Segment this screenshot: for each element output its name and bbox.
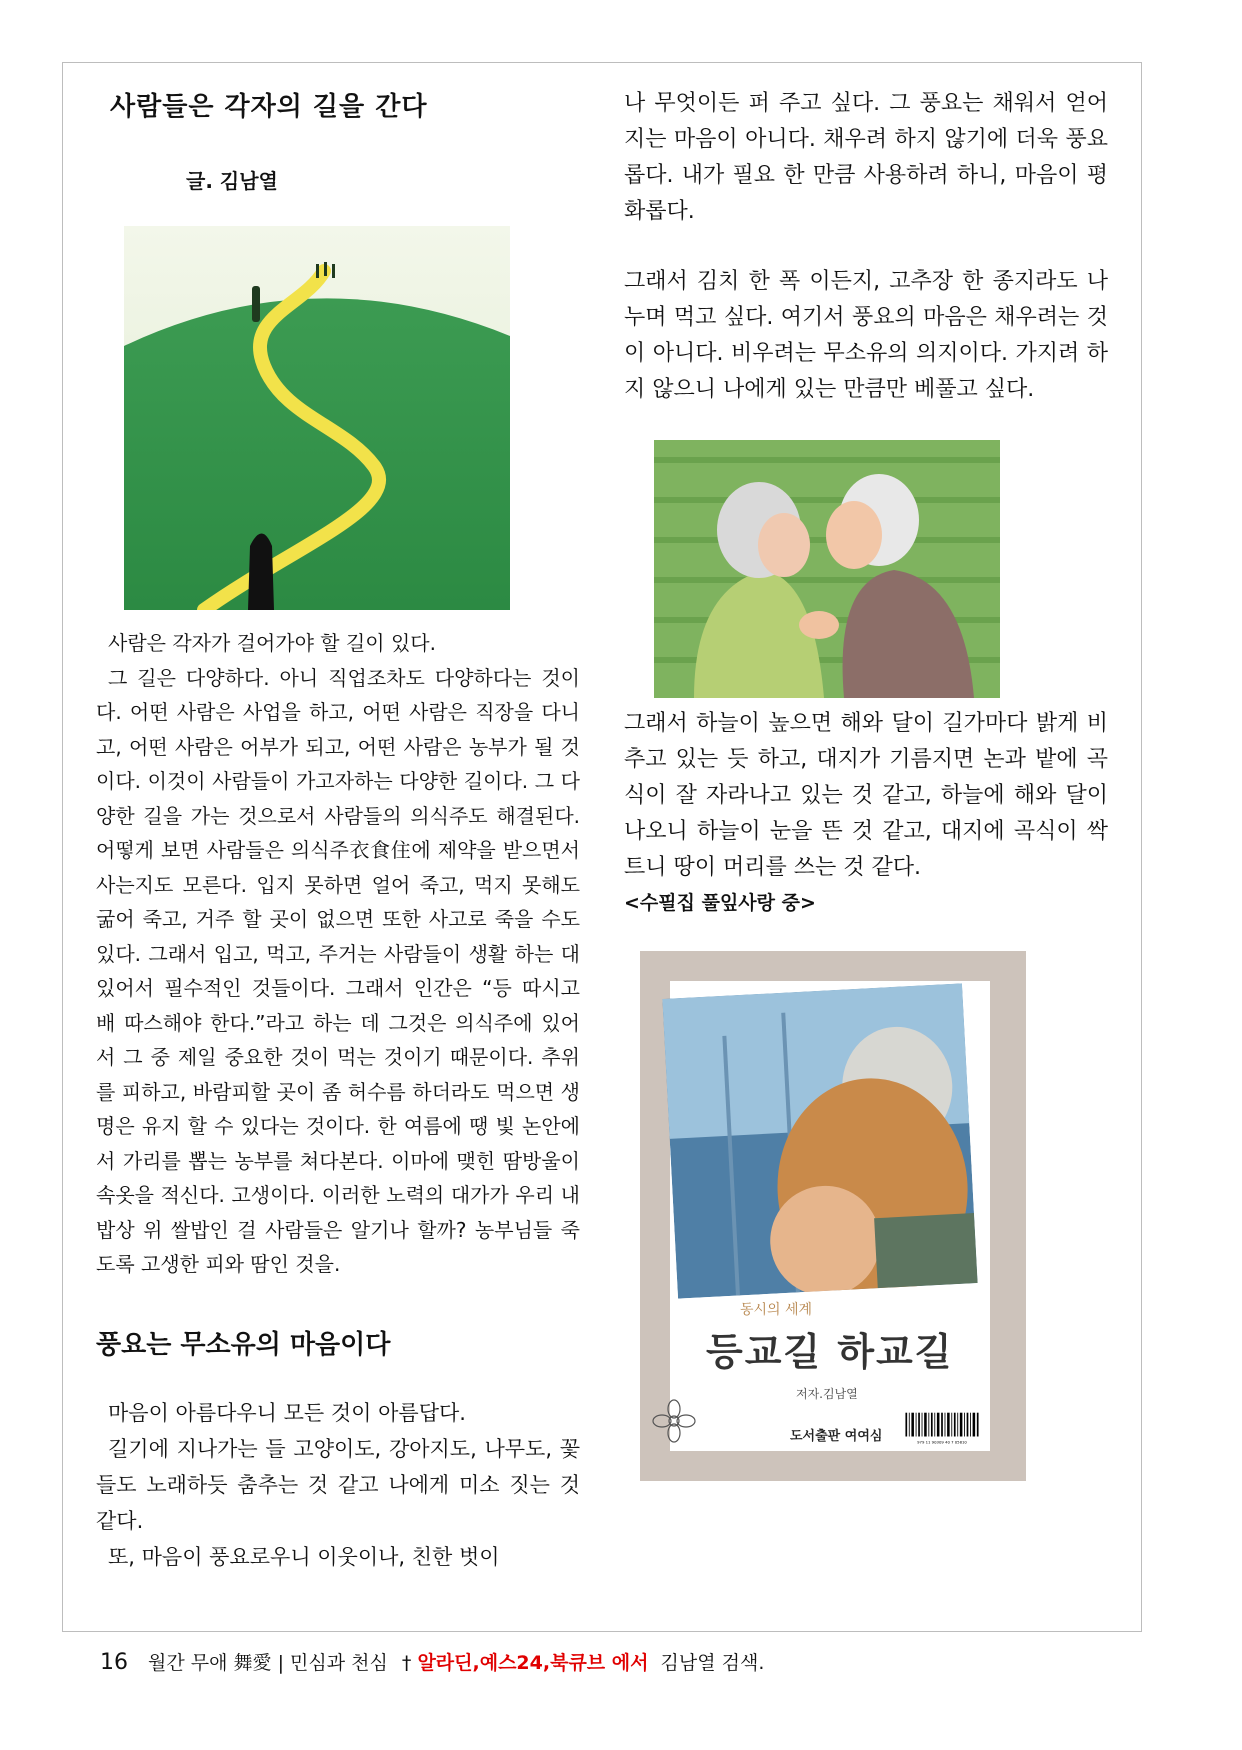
article-title: 사람들은 각자의 길을 간다 [110,92,428,122]
dagger-mark: † [401,1652,412,1674]
left-paragraph: 사람은 각자가 걸어가야 할 길이 있다. [108,631,436,655]
book-cover [640,951,1026,1481]
magazine-name: 월간 무애 舞愛 | 민심과 천심 [148,1652,388,1674]
section-paragraph: 길기에 지나가는 들 고양이도, 강아지도, 나무도, 꽃들도 노래하듯 춤추는 것 같고 나에게 미소 짓는 것 같다. [96,1436,580,1533]
search-text: 김남열 검색. [660,1652,765,1674]
page-number: 16 [100,1650,128,1675]
section-title: 풍요는 무소유의 마음이다 [96,1329,391,1360]
book-title: 등교길 하교길 [706,1329,954,1374]
book-isbn: 979 11 90309 40 7 05810 [917,1439,967,1445]
section-paragraph: 또, 마음이 풍요로우니 이웃이나, 친한 벗이 [108,1544,500,1569]
right-paragraph: 나 무엇이든 퍼 주고 싶다. 그 풍요는 채워서 얻어지는 마음이 아니다. 채우려 하지 않기에 더욱 풍요롭다. 내가 필요 한 만큼 사용하려 하니, 마음이 평화롭다. [624,91,1108,224]
road-illustration [124,226,510,610]
book-cover-inner [670,981,990,1451]
book-publisher: 도서출판 여여심 [790,1429,883,1444]
right-paragraph: 그래서 하늘이 높으면 해와 달이 길가마다 밝게 비추고 있는 듯 하고, 대지가 기름지면 논과 밭에 곡식이 잘 자라나고 있는 것 같고, 하늘에 해와 달이 나오니 하늘이 눈을 뜬 것 같고, 대지에 곡식이 싹트니 땅이 머리를 쓰는 것 같다. [624,711,1108,880]
promo-text: 알라딘,예스24,북큐브 에서 [417,1652,649,1674]
book-series: 동시의 세계 [740,1302,813,1318]
book-author: 저자.김남열 [796,1387,858,1401]
book-barcode [896,1411,988,1445]
page-footer [100,1648,764,1675]
elderly-couple-illustration [654,440,1000,698]
left-column [96,86,580,1575]
flower-icon [644,1391,704,1451]
source-caption: <수필집 풀잎사랑 중> [624,892,816,914]
right-column [624,86,1108,1481]
right-paragraph: 그래서 김치 한 폭 이든지, 고추장 한 종지라도 나누며 먹고 싶다. 여기서 풍요의 마음은 채우려는 것이 아니다. 비우려는 무소유의 의지이다. 가지려 하지 않으니 나에게 있는 만큼만 베풀고 싶다. [624,269,1108,402]
section-paragraph: 마음이 아름다우니 모든 것이 아름답다. [108,1400,466,1425]
book-cover-photo [662,983,977,1298]
left-paragraph: 그 길은 다양하다. 아니 직업조차도 다양하다는 것이다. 어떤 사람은 사업을 하고, 어떤 사람은 직장을 다니고, 어떤 사람은 어부가 되고, 어떤 사람은 농부가 될 것이다. 이것이 사람들이 가고자하는 다양한 길이다. 그 다양한 길을 가는 것으로서 사람들의 의식주도 해결된다. 어떻게 보면 사람들은 의식주衣食住에 제약을 받으면서 사는지도 모른다. 입지 못하면 얼어 죽고, 먹지 못해도 굶어 죽고, 거주 할 곳이 없으면 또한 사고로 죽을 수도 있다. 그래서 입고, 먹고, 주거는 사람들이 생활 하는 대 있어서 필수적인 것들이다. 그래서 인간은 “등 따시고 배 따스해야 한다.”라고 하는 데 그것은 의식주에 있어서 그 중 제일 중요한 것이 먹는 것이기 때문이다. 추위를 피하고, 바람피할 곳이 좀 허수름 하더라도 먹으면 생명은 유지 할 수 있다는 것이다. 한 여름에 땡 빛 논안에서 가리를 뽑는 농부를 쳐다본다. 이마에 맺힌 땀방울이 속옷을 적신다. 고생이다. 이러한 노력의 대가가 우리 내 밥상 위 쌀밥인 걸 사람들은 알기나 할까? 농부님들 죽도록 고생한 피와 땀인 것을. [96,665,580,1276]
article-author: 글. 김남열 [186,169,278,193]
